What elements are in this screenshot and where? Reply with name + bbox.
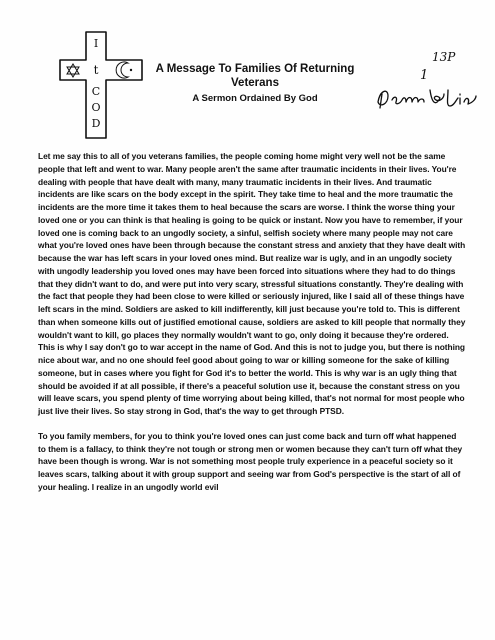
cross-icon bbox=[56, 30, 146, 142]
page-code: 13P bbox=[432, 50, 456, 64]
page-subtitle: A Sermon Ordained By God bbox=[192, 93, 318, 104]
paragraph: Let me say this to all of you veterans families, the people coming home might very well not be the same people that left and went to war. Many people aren't the same after traumatic incidents in their lives. You're dealing with people that have dealt with many, many traumatic incidents in their lives. And traumatic incidents are like scars on the body except in the spirit. They take time to heal and the more traumatic the incidents are the more time it takes them to heal because the scars are worse. I think the worse thing your loved one or you can think is that healing is going to be quick or instant. Now you have to remember, if your loved one is coming back to an ungodly society, a sinful, selfish society where many people may not care what you're loved ones have been through because the constant stress and anxiety that they have dealt with because the war has left scars in your loved ones mind. But realize war is ugly, and in an ungodly society with ungodly leadership you loved ones may have been forced into situations where they had to do things that they didn't want to do, and were put into very scary, stressful situations constantly. They're dealing with the fact that people they had been close to were killed or seriously injured, like I said all of these things have left scars in the mind. Soldiers are asked to kill indifferently, kill just because you're told to. This is different than when someone kills out of justified emotional cause, soldiers are asked to kill people that normally they wouldn't want to kill, go places they normally wouldn't want to go, only doing it because they're ordered. This is why I say don't go to war accept in the name of God. And this is not to judge you, but there is nothing nice about war, and no one should feel good about going to war or killing someone for the sake of killing someone, but in cases where you fight for God it's to better the world. This is why war is an ugly thing that should be avoided if at all possible, if there's a peaceful solution use it, because the constant stress on you will leave scars, you spend plenty of time worrying about being killed, that's not normal for most people who just live their lives. So stay strong in God, that's the way to get through PTSD. bbox=[38, 151, 466, 416]
cross-logo bbox=[56, 30, 146, 142]
logo-letter-d: D bbox=[91, 117, 101, 130]
handwritten-signature bbox=[374, 84, 479, 112]
logo-letter-i: I bbox=[93, 37, 99, 50]
star-of-david-icon bbox=[67, 64, 79, 77]
sermon-body bbox=[38, 150, 466, 506]
logo-letter-t: t bbox=[93, 63, 99, 77]
logo-letter-c: C bbox=[91, 85, 101, 98]
title-block bbox=[140, 62, 370, 105]
paragraph: To you family members, for you to think you're loved ones can just come back and turn off what happened to them is a fallacy, to think they're not tough or strong men or women because they can't turn off what they have been though is wrong. War is not something most people truly experience in a peaceful society so it leaves scars, talking about it with group support and seeing war from God's perspective is the start of all of your healing. I realize in an ungodly world evil bbox=[38, 430, 463, 492]
logo-letter-o: O bbox=[91, 101, 101, 114]
page-number: 1 bbox=[420, 68, 429, 83]
crescent-moon-icon bbox=[116, 62, 132, 78]
page-title: A Message To Families Of Returning Veterans bbox=[155, 63, 355, 89]
